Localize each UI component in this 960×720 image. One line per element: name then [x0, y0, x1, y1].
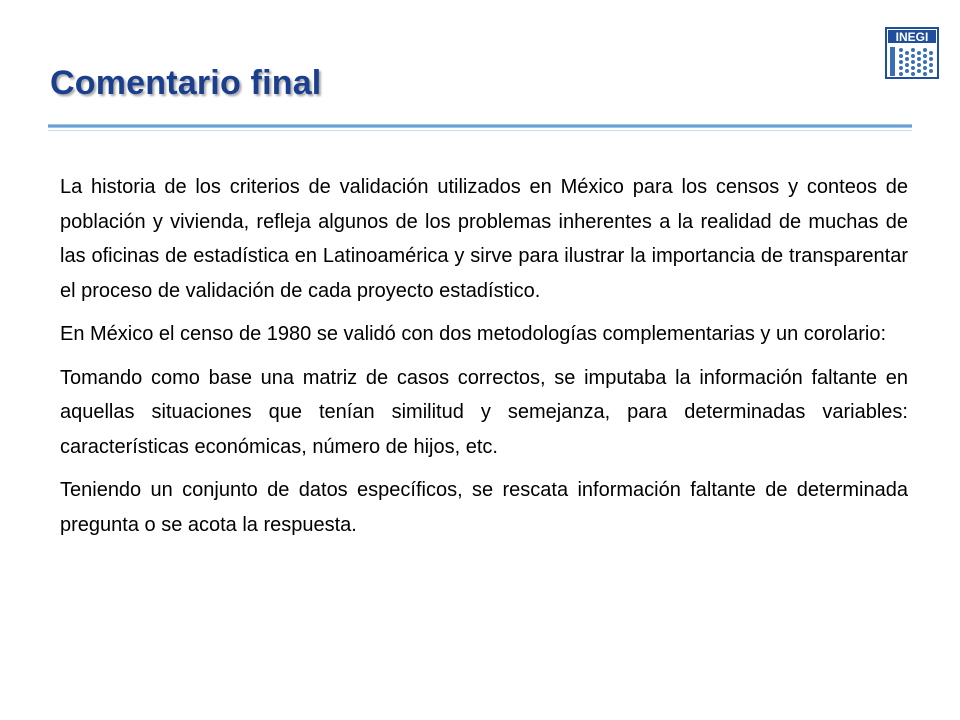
- paragraph-rescue: Teniendo un conjunto de datos específicos, se rescata información faltante de determinada pregunta o se acota la respuesta.: [60, 479, 908, 536]
- slide-body: [60, 170, 908, 551]
- paragraph-intro: La historia de los criterios de validación utilizados en México para los censos y conteos de población y vivienda, refleja algunos de los problemas inherentes a la realidad de muchas de las oficinas de estadística en Latinoamérica y sirve para ilustrar la importancia de transparentar el proceso de validación de cada proyecto estadístico.: [60, 176, 908, 302]
- title-divider-thin: [48, 130, 912, 131]
- slide-title: Comentario final: [50, 64, 322, 102]
- title-divider: [48, 124, 912, 128]
- inegi-logo: [885, 27, 939, 79]
- paragraph-imputation: Tomando como base una matriz de casos correctos, se imputaba la información faltante en aquellas situaciones que tenían similitud y semejanza, para determinadas variables: características económicas, número de hijos, etc.: [60, 366, 908, 458]
- paragraph-census-1980: En México el censo de 1980 se validó con dos metodologías complementarias y un corolario:: [60, 323, 887, 345]
- logo-text: INEGI: [895, 30, 929, 44]
